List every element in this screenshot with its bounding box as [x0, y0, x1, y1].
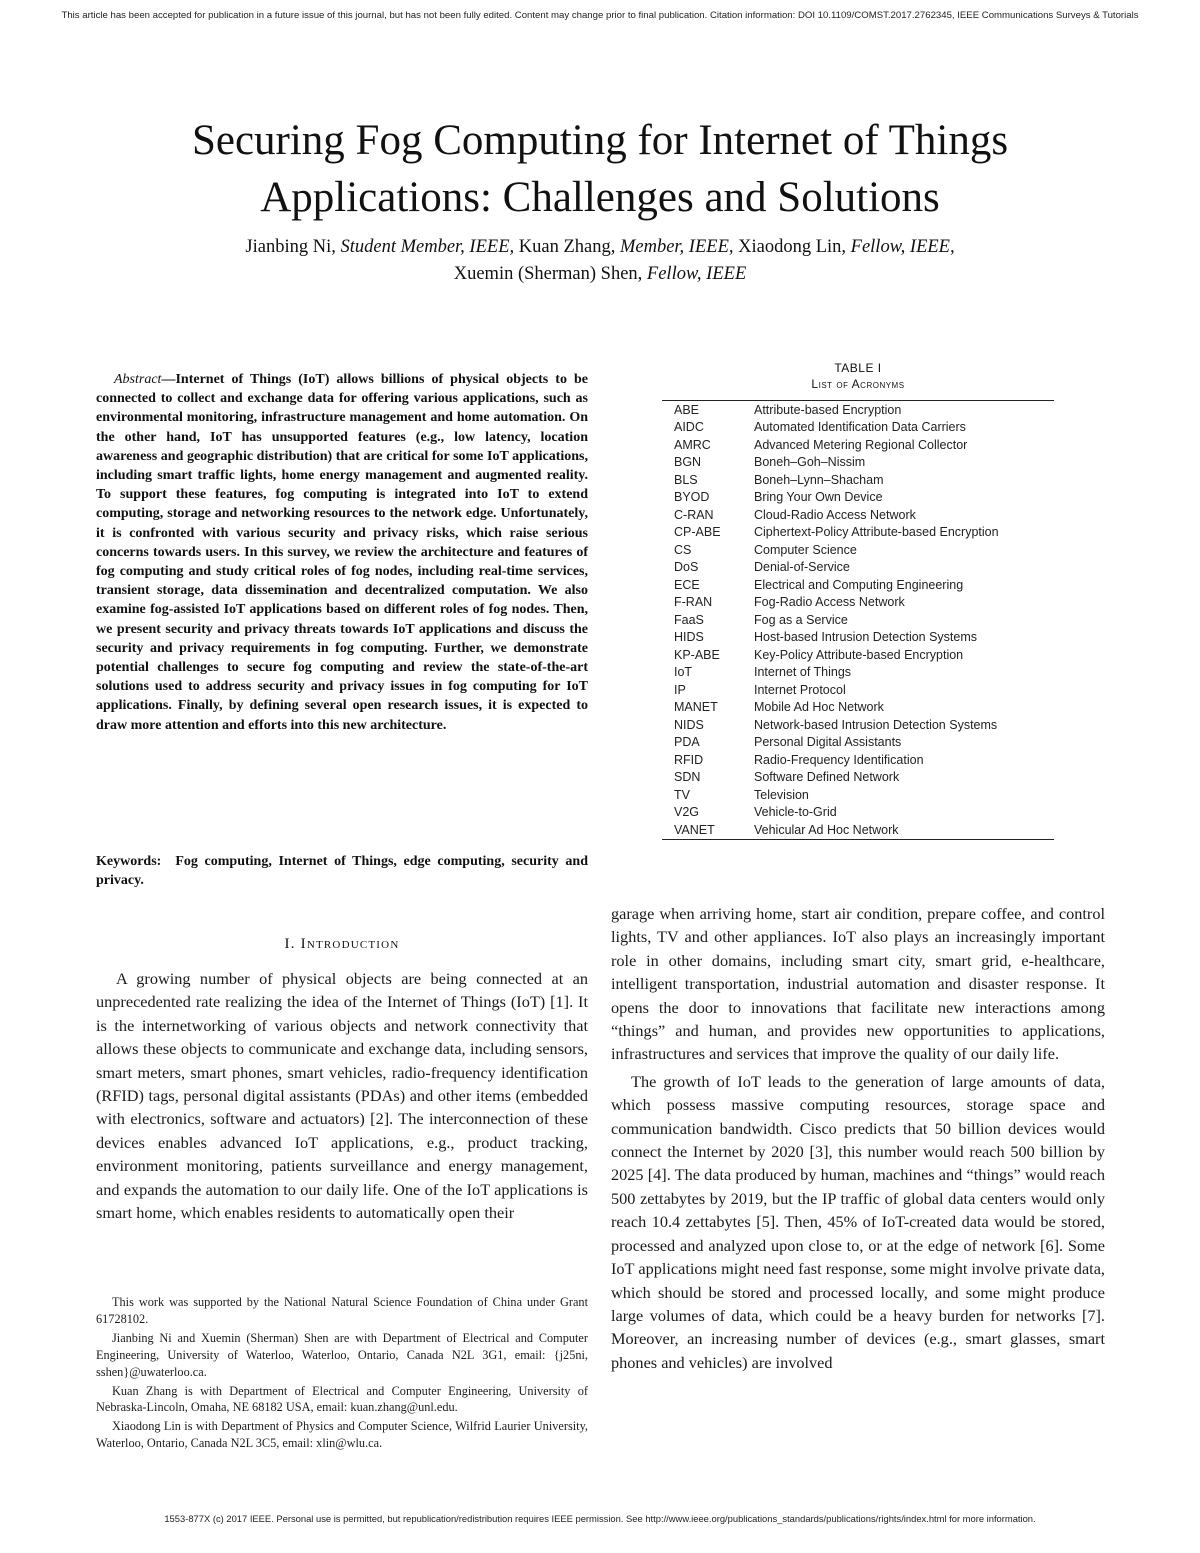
table-row	[662, 751, 1054, 769]
acronym-definition: Cloud-Radio Access Network	[754, 507, 916, 522]
title-line-1: Securing Fog Computing for Internet of Things	[191, 117, 1009, 164]
body-paragraph: The growth of IoT leads to the generation of large amounts of data, which possess massive computing resources, storage space and communication bandwidth. Cisco predicts that 50 billion devices would connect the Internet by 2020 [3], this number would reach 500 billion by 2025 [4]. The data produced by human, machines and “things” would reach 500 zettabytes by 2019, but the IP traffic of global data centers would only reach 10.4 zettabytes [5]. Then, 45% of IoT-created data would be stored, processed and analyzed upon close to, or at the edge of network [6]. Some IoT applications might need fast response, some might involve private data, which should be stored and processed locally, and some might produce large volumes of data, which could be a heavy burden for networks [7]. Moreover, an increasing number of devices (e.g., smart glasses, smart phones and vehicles) are involved	[611, 1071, 1105, 1372]
footnote-affiliation: Kuan Zhang is with Department of Electrical and Computer Engineering, University of Nebraska-Lincoln, Omaha, NE 68182 USA, email: kuan.zhang@unl.edu.	[96, 1383, 588, 1415]
table-row	[662, 419, 1054, 437]
keywords-label: Keywords:	[96, 854, 162, 869]
acronym-definition: Mobile Ad Hoc Network	[754, 700, 884, 715]
table-row	[662, 594, 1054, 612]
table-row	[662, 716, 1054, 734]
acronym-abbreviation: CS	[674, 542, 692, 557]
acronym-definition: Boneh–Lynn–Shacham	[754, 472, 884, 487]
acronym-abbreviation: FaaS	[674, 612, 704, 627]
table-row	[662, 489, 1054, 507]
intro-paragraph: A growing number of physical objects are being connected at an unprecedented rate realizing the idea of the Internet of Things (IoT) [1]. It is the internetworking of various objects and network connectivity that allows these objects to communicate and exchange data, including sensors, smart meters, smart phones, smart vehicles, radio-frequency identification (RFID) tags, personal digital assistants (PDAs) and other items (embedded with electronics, software and actuators) [2]. The interconnection of these devices enables advanced IoT applications, e.g., product tracking, environment monitoring, patients surveillance and energy management, and expands the automation to our daily life. One of the IoT applications is smart home, which enables residents to automatically open their	[96, 969, 588, 1223]
acronym-definition: Host-based Intrusion Detection Systems	[754, 630, 978, 645]
table-row	[662, 401, 1054, 419]
author-name: Xiaodong Lin,	[733, 237, 851, 257]
table-row	[662, 524, 1054, 542]
acronym-abbreviation: HIDS	[674, 630, 704, 645]
author-list	[100, 234, 1100, 288]
table-row	[662, 699, 1054, 717]
footnote-affiliation: Xiaodong Lin is with Department of Physics and Computer Science, Wilfrid Laurier University, Waterloo, Ontario, Canada N2L 3C5, email: xlin@wlu.ca.	[96, 1419, 588, 1451]
acronym-definition: Bring Your Own Device	[754, 490, 883, 505]
acronym-abbreviation: C-RAN	[674, 507, 714, 522]
table-row	[662, 664, 1054, 682]
keywords	[96, 852, 588, 890]
acronym-definition: Television	[754, 787, 809, 802]
author-membership: Member, IEEE,	[619, 237, 734, 257]
acronym-abbreviation: F-RAN	[674, 595, 713, 610]
table-row	[662, 769, 1054, 787]
acronym-abbreviation: SDN	[674, 770, 701, 785]
table-row	[662, 559, 1054, 577]
table-row	[662, 436, 1054, 454]
footnote-affiliation: Jianbing Ni and Xuemin (Sherman) Shen are with Department of Electrical and Computer Engineering, University of Waterloo, Waterloo, Ontario, Canada N2L 3G1, email: {j25ni, sshen}@uwaterloo.ca.	[96, 1330, 588, 1379]
acronym-abbreviation: BGN	[674, 455, 702, 470]
acronym-abbreviation: VANET	[674, 822, 715, 837]
acronym-definition: Radio-Frequency Identification	[754, 752, 924, 767]
acronym-abbreviation: RFID	[674, 752, 704, 767]
table-row	[662, 629, 1054, 647]
table-row	[662, 681, 1054, 699]
acronym-definition: Internet Protocol	[754, 682, 846, 697]
acronym-abbreviation: AIDC	[674, 420, 704, 435]
table-row	[662, 821, 1054, 839]
acronym-definition: Fog as a Service	[754, 612, 848, 627]
acronym-definition: Automated Identification Data Carriers	[754, 420, 966, 435]
table-row	[662, 541, 1054, 559]
acronym-table	[662, 400, 1054, 840]
acronym-definition: Software Defined Network	[754, 770, 900, 785]
author-membership: Student Member, IEEE,	[340, 237, 515, 257]
acronym-abbreviation: MANET	[674, 700, 718, 715]
author-name: Jianbing Ni,	[245, 237, 341, 257]
footnotes	[96, 1294, 588, 1454]
acronym-definition: Vehicle-to-Grid	[754, 805, 837, 820]
table-title: List of Acronyms	[811, 377, 905, 391]
footnote-funding: This work was supported by the National Natural Science Foundation of China under Grant 61728102.	[96, 1295, 588, 1326]
acronym-abbreviation: IP	[674, 682, 686, 697]
acronym-abbreviation: BLS	[674, 472, 698, 487]
acronym-definition: Advanced Metering Regional Collector	[754, 437, 968, 452]
author-membership: Fellow, IEEE	[646, 264, 747, 284]
table-row	[662, 611, 1054, 629]
acronym-abbreviation: BYOD	[674, 490, 710, 505]
acronym-definition: Electrical and Computing Engineering	[754, 577, 964, 592]
acronym-definition: Internet of Things	[754, 665, 852, 680]
abstract-dash: —	[161, 372, 176, 387]
title-line-2: Applications: Challenges and Solutions	[260, 174, 940, 221]
acronym-abbreviation: CP-ABE	[674, 525, 721, 540]
table-row	[662, 576, 1054, 594]
acronym-definition: Computer Science	[754, 542, 857, 557]
acronym-abbreviation: PDA	[674, 735, 700, 750]
table-caption	[662, 360, 1054, 392]
author-name: Xuemin (Sherman) Shen,	[453, 264, 647, 284]
acronym-abbreviation: TV	[674, 787, 690, 802]
table-row	[662, 454, 1054, 472]
acronym-abbreviation: V2G	[674, 805, 700, 820]
acronym-definition: Ciphertext-Policy Attribute-based Encryption	[754, 525, 999, 540]
table-row	[662, 786, 1054, 804]
acronym-definition: Personal Digital Assistants	[754, 735, 902, 750]
paper-title	[60, 112, 1140, 226]
table-row	[662, 646, 1054, 664]
acronym-abbreviation: NIDS	[674, 717, 704, 732]
table-row	[662, 734, 1054, 752]
table-number: TABLE I	[834, 361, 882, 375]
acronym-abbreviation: DoS	[674, 560, 699, 575]
acronym-definition: Vehicular Ad Hoc Network	[754, 822, 899, 837]
acronym-definition: Fog-Radio Access Network	[754, 595, 905, 610]
author-line-2	[100, 261, 1100, 288]
acronym-abbreviation: ABE	[674, 402, 700, 417]
acronym-definition: Network-based Intrusion Detection Systems	[754, 717, 998, 732]
author-line-1	[100, 234, 1100, 261]
acronym-definition: Boneh–Goh–Nissim	[754, 455, 866, 470]
abstract	[96, 370, 588, 735]
table-row	[662, 804, 1054, 822]
author-name: Kuan Zhang,	[514, 237, 620, 257]
keywords-text: Fog computing, Internet of Things, edge computing, security and privacy.	[96, 854, 588, 889]
acronym-abbreviation: ECE	[674, 577, 700, 592]
table-row	[662, 506, 1054, 524]
acronym-definition: Key-Policy Attribute-based Encryption	[754, 647, 964, 662]
body-paragraph: garage when arriving home, start air condition, prepare coffee, and control lights, TV and other appliances. IoT also plays an increasingly important role in other domains, including smart city, smart grid, e-healthcare, intelligent transportation, industrial automation and disaster response. It opens the door to innovations that facilitate new interactions among “things” and human, and provides new opportunities to applications, infrastructures and services that improve the quality of our daily life.	[611, 904, 1105, 1064]
footer-notice: 1553-877X (c) 2017 IEEE. Personal use is permitted, but republication/redistribution requires IEEE permission. See http://www.ieee.org/publications_standards/publications/rights/index.html for more information.	[164, 1513, 1036, 1524]
abstract-text: Internet of Things (IoT) allows billions of physical objects to be connected to collect and exchange data for offering various applications, such as environmental monitoring, infrastructure management and home automation. On the other hand, IoT has unsupported features (e.g., low latency, location awareness and geographic distribution) that are critical for some IoT applications, including smart traffic lights, home energy management and augmented reality. To support these features, fog computing is integrated into IoT to extend computing, storage and networking resources to the network edge. Unfortunately, it is confronted with various security and privacy risks, which raise serious concerns towards users. In this survey, we review the architecture and features of fog computing and study critical roles of fog nodes, including real-time services, transient storage, data dissemination and decentralized computation. We also examine fog-assisted IoT applications based on different roles of fog nodes. Then, we present security and privacy threats towards IoT applications and discuss the security and privacy requirements in fog computing. Further, we demonstrate potential challenges to secure fog computing and review the state-of-the-art solutions used to address security and privacy issues in fog computing for IoT applications. Finally, by defining several open research issues, it is expected to draw more attention and efforts into this new architecture.	[96, 372, 588, 733]
acronym-definition: Attribute-based Encryption	[754, 402, 902, 417]
author-membership: Fellow, IEEE,	[850, 237, 955, 257]
acronym-abbreviation: IoT	[674, 665, 693, 680]
abstract-label: Abstract	[114, 372, 162, 387]
acronym-definition: Denial-of-Service	[754, 560, 850, 575]
section-heading-introduction: I. Introduction	[284, 936, 400, 952]
right-column-text	[611, 902, 1105, 1378]
acronym-abbreviation: AMRC	[674, 437, 711, 452]
header-notice: This article has been accepted for publication in a future issue of this journal, but has not been fully edited. Content may change prior to final publication. Citation information: DOI 10.1109/COMST.2017.2762345, IEEE Communications Surveys & Tutorials	[61, 10, 1139, 21]
acronym-abbreviation: KP-ABE	[674, 647, 720, 662]
table-row	[662, 471, 1054, 489]
